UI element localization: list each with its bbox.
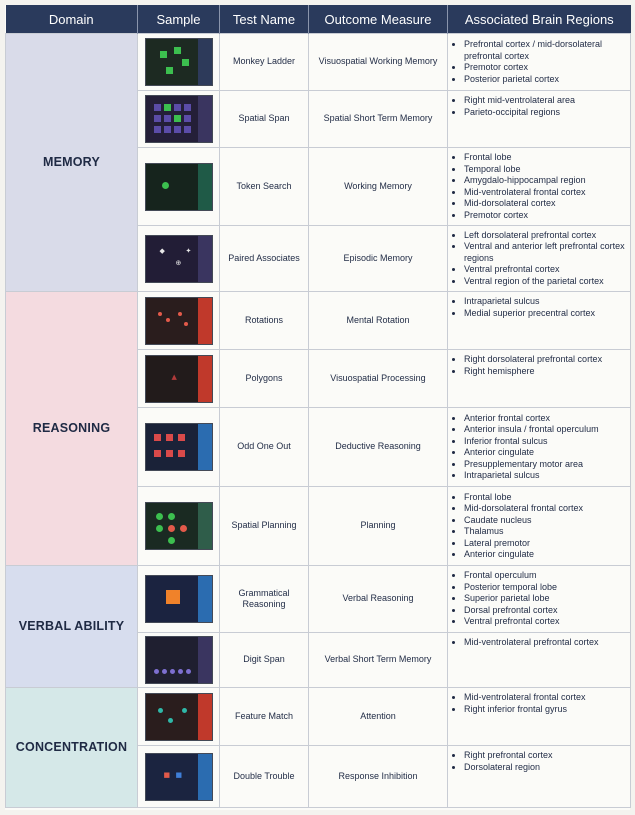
thumbnail-sidebar	[198, 39, 212, 85]
outcome-measure: Planning	[309, 487, 448, 566]
region-item: • Mid-ventrolateral frontal cortex	[464, 692, 626, 704]
orange-square	[166, 590, 180, 604]
purple-tile	[154, 126, 161, 133]
region-item: • Ventral prefrontal cortex	[464, 616, 626, 628]
green-tile	[182, 59, 189, 66]
region-list	[452, 637, 626, 649]
cognitive-tests-table	[5, 5, 631, 808]
region-item: • Frontal lobe	[464, 152, 626, 164]
region-item: • Frontal operculum	[464, 570, 626, 582]
region-item: • Temporal lobe	[464, 164, 626, 176]
region-item: • Thalamus	[464, 526, 626, 538]
word-card-icon: ■	[163, 770, 171, 779]
outcome-measure: Attention	[309, 688, 448, 746]
region-item: • Anterior cingulate	[464, 447, 626, 459]
brain-regions	[448, 566, 631, 633]
header-domain: Domain	[6, 5, 138, 34]
region-item: • Anterior frontal cortex	[464, 413, 626, 425]
green-tile	[164, 104, 171, 111]
outcome-measure: Visuospatial Processing	[309, 350, 448, 408]
thumbnail-sidebar	[198, 236, 212, 282]
brain-regions	[448, 746, 631, 808]
spatial-planning-thumbnail	[146, 503, 212, 549]
region-item: • Caudate nucleus	[464, 515, 626, 527]
digit-span-thumbnail	[146, 637, 212, 683]
header-outcome-measure: Outcome Measure	[309, 5, 448, 34]
teal-shape	[182, 708, 187, 713]
region-item: • Dorsal prefrontal cortex	[464, 605, 626, 617]
purple-tile	[174, 126, 181, 133]
region-item: • Left dorsolateral prefrontal cortex	[464, 230, 626, 242]
test-name: Double Trouble	[220, 746, 309, 808]
red-tile	[178, 450, 185, 457]
region-item: • Mid-dorsolateral frontal cortex	[464, 503, 626, 515]
test-name: Spatial Planning	[220, 487, 309, 566]
region-item: • Ventral region of the parietal cortex	[464, 276, 626, 288]
region-item: • Amygdalo-hippocampal region	[464, 175, 626, 187]
thumbnail-sidebar	[198, 694, 212, 740]
green-ball	[168, 537, 175, 544]
region-item: • Ventral and anterior left prefrontal cortex regions	[464, 241, 626, 264]
region-item: • Superior parietal lobe	[464, 593, 626, 605]
outcome-measure: Response Inhibition	[309, 746, 448, 808]
domain-memory: MEMORY	[6, 34, 138, 292]
sample-cell	[138, 350, 220, 408]
thumbnail-sidebar	[198, 356, 212, 402]
outcome-measure: Verbal Short Term Memory	[309, 633, 448, 688]
green-tile	[160, 51, 167, 58]
region-list	[452, 296, 626, 319]
region-item: • Anterior cingulate	[464, 549, 626, 561]
red-dot	[178, 312, 182, 316]
table-row	[6, 566, 631, 633]
test-name: Rotations	[220, 292, 309, 350]
region-list	[452, 492, 626, 561]
purple-tile	[154, 104, 161, 111]
sample-cell	[138, 226, 220, 292]
region-item: • Dorsolateral region	[464, 762, 626, 774]
brain-regions	[448, 226, 631, 292]
purple-tile	[154, 115, 161, 122]
outcome-measure: Working Memory	[309, 148, 448, 226]
red-tile	[166, 450, 173, 457]
thumbnail-sidebar	[198, 576, 212, 622]
region-item: • Posterior temporal lobe	[464, 582, 626, 594]
region-item: • Right inferior frontal gyrus	[464, 704, 626, 716]
spatial-span-thumbnail	[146, 96, 212, 142]
region-item: • Anterior insula / frontal operculum	[464, 424, 626, 436]
green-ball	[156, 525, 163, 532]
header-row	[6, 5, 631, 34]
test-name: Paired Associates	[220, 226, 309, 292]
purple-tile	[184, 104, 191, 111]
thumbnail-sidebar	[198, 164, 212, 210]
teal-shape	[168, 718, 173, 723]
region-item: • Right mid-ventrolateral area	[464, 95, 626, 107]
red-dot	[158, 312, 162, 316]
purple-tile	[174, 104, 181, 111]
region-item: • Posterior parietal cortex	[464, 74, 626, 86]
purple-key	[154, 669, 159, 674]
red-tile	[154, 434, 161, 441]
rotations-thumbnail	[146, 298, 212, 344]
green-tile	[174, 115, 181, 122]
region-list	[452, 570, 626, 628]
word-card-icon: ■	[175, 770, 183, 779]
purple-tile	[184, 126, 191, 133]
test-name: Digit Span	[220, 633, 309, 688]
paired-associates-thumbnail	[146, 236, 212, 282]
domain-reasoning: REASONING	[6, 292, 138, 566]
test-name: Token Search	[220, 148, 309, 226]
region-item: • Presupplementary motor area	[464, 459, 626, 471]
table-row	[6, 292, 631, 350]
green-ball	[168, 513, 175, 520]
green-tile	[166, 67, 173, 74]
region-item: • Inferior frontal sulcus	[464, 436, 626, 448]
brain-regions	[448, 91, 631, 148]
region-list	[452, 152, 626, 221]
header-test-name: Test Name	[220, 5, 309, 34]
test-name: Feature Match	[220, 688, 309, 746]
brain-regions	[448, 688, 631, 746]
outcome-measure: Verbal Reasoning	[309, 566, 448, 633]
region-list	[452, 39, 626, 85]
purple-tile	[164, 126, 171, 133]
red-tile	[154, 450, 161, 457]
outcome-measure: Deductive Reasoning	[309, 408, 448, 487]
sample-cell	[138, 34, 220, 91]
brain-regions	[448, 34, 631, 91]
outcome-measure: Spatial Short Term Memory	[309, 91, 448, 148]
thumbnail-sidebar	[198, 424, 212, 470]
brain-regions	[448, 408, 631, 487]
region-item: • Right hemisphere	[464, 366, 626, 378]
table-row	[6, 34, 631, 91]
feature-match-thumbnail	[146, 694, 212, 740]
outcome-measure: Mental Rotation	[309, 292, 448, 350]
sample-cell	[138, 148, 220, 226]
brain-regions	[448, 148, 631, 226]
region-item: • Frontal lobe	[464, 492, 626, 504]
test-name: Spatial Span	[220, 91, 309, 148]
outcome-measure: Episodic Memory	[309, 226, 448, 292]
purple-key	[186, 669, 191, 674]
region-item: • Premotor cortex	[464, 62, 626, 74]
header-associated-brain-regions: Associated Brain Regions	[448, 5, 631, 34]
region-list	[452, 230, 626, 288]
purple-tile	[164, 115, 171, 122]
thumbnail-sidebar	[198, 298, 212, 344]
region-list	[452, 354, 626, 377]
thumbnail-sidebar	[198, 96, 212, 142]
outcome-measure: Visuospatial Working Memory	[309, 34, 448, 91]
sample-cell	[138, 688, 220, 746]
region-list	[452, 692, 626, 715]
purple-key	[170, 669, 175, 674]
region-item: • Right dorsolateral prefrontal cortex	[464, 354, 626, 366]
symbol-icon: ◆	[159, 246, 165, 255]
test-name: Odd One Out	[220, 408, 309, 487]
region-item: • Premotor cortex	[464, 210, 626, 222]
region-item: • Mid-ventrolateral frontal cortex	[464, 187, 626, 199]
purple-key	[178, 669, 183, 674]
purple-tile	[184, 115, 191, 122]
sample-cell	[138, 633, 220, 688]
region-list	[452, 413, 626, 482]
region-list	[452, 95, 626, 118]
green-ball	[156, 513, 163, 520]
green-token	[162, 182, 169, 189]
symbol-icon: ⊕	[175, 258, 182, 267]
thumbnail-sidebar	[198, 754, 212, 800]
red-tile	[166, 434, 173, 441]
green-tile	[174, 47, 181, 54]
region-item: • Ventral prefrontal cortex	[464, 264, 626, 276]
monkey-ladder-thumbnail	[146, 39, 212, 85]
purple-key	[162, 669, 167, 674]
sample-cell	[138, 746, 220, 808]
polygon-icon: ▲	[171, 372, 177, 381]
teal-shape	[158, 708, 163, 713]
test-name: Polygons	[220, 350, 309, 408]
sample-cell	[138, 91, 220, 148]
brain-regions	[448, 350, 631, 408]
symbol-icon: ✦	[185, 246, 192, 255]
header-sample: Sample	[138, 5, 220, 34]
brain-regions	[448, 487, 631, 566]
odd-one-out-thumbnail	[146, 424, 212, 470]
region-item: • Prefrontal cortex / mid-dorsolateral prefrontal cortex	[464, 39, 626, 62]
domain-verbal-ability: VERBAL ABILITY	[6, 566, 138, 688]
table-row	[6, 688, 631, 746]
polygons-thumbnail	[146, 356, 212, 402]
sample-cell	[138, 487, 220, 566]
red-ball	[180, 525, 187, 532]
region-item: • Lateral premotor	[464, 538, 626, 550]
red-tile	[178, 434, 185, 441]
red-ball	[168, 525, 175, 532]
region-item: • Intraparietal sulcus	[464, 470, 626, 482]
test-name: Monkey Ladder	[220, 34, 309, 91]
region-item: • Mid-dorsolateral cortex	[464, 198, 626, 210]
token-search-thumbnail	[146, 164, 212, 210]
brain-regions	[448, 633, 631, 688]
region-item: • Parieto-occipital regions	[464, 107, 626, 119]
brain-regions	[448, 292, 631, 350]
test-name: Grammatical Reasoning	[220, 566, 309, 633]
cognitive-tests-table-page	[5, 5, 630, 810]
thumbnail-sidebar	[198, 503, 212, 549]
region-item: • Medial superior precentral cortex	[464, 308, 626, 320]
red-dot	[166, 318, 170, 322]
region-item: • Right prefrontal cortex	[464, 750, 626, 762]
red-dot	[184, 322, 188, 326]
sample-cell	[138, 408, 220, 487]
region-item: • Intraparietal sulcus	[464, 296, 626, 308]
sample-cell	[138, 292, 220, 350]
domain-concentration: CONCENTRATION	[6, 688, 138, 808]
region-list	[452, 750, 626, 773]
region-item: • Mid-ventrolateral prefrontal cortex	[464, 637, 626, 649]
sample-cell	[138, 566, 220, 633]
thumbnail-sidebar	[198, 637, 212, 683]
grammatical-reasoning-thumbnail	[146, 576, 212, 622]
double-trouble-thumbnail	[146, 754, 212, 800]
